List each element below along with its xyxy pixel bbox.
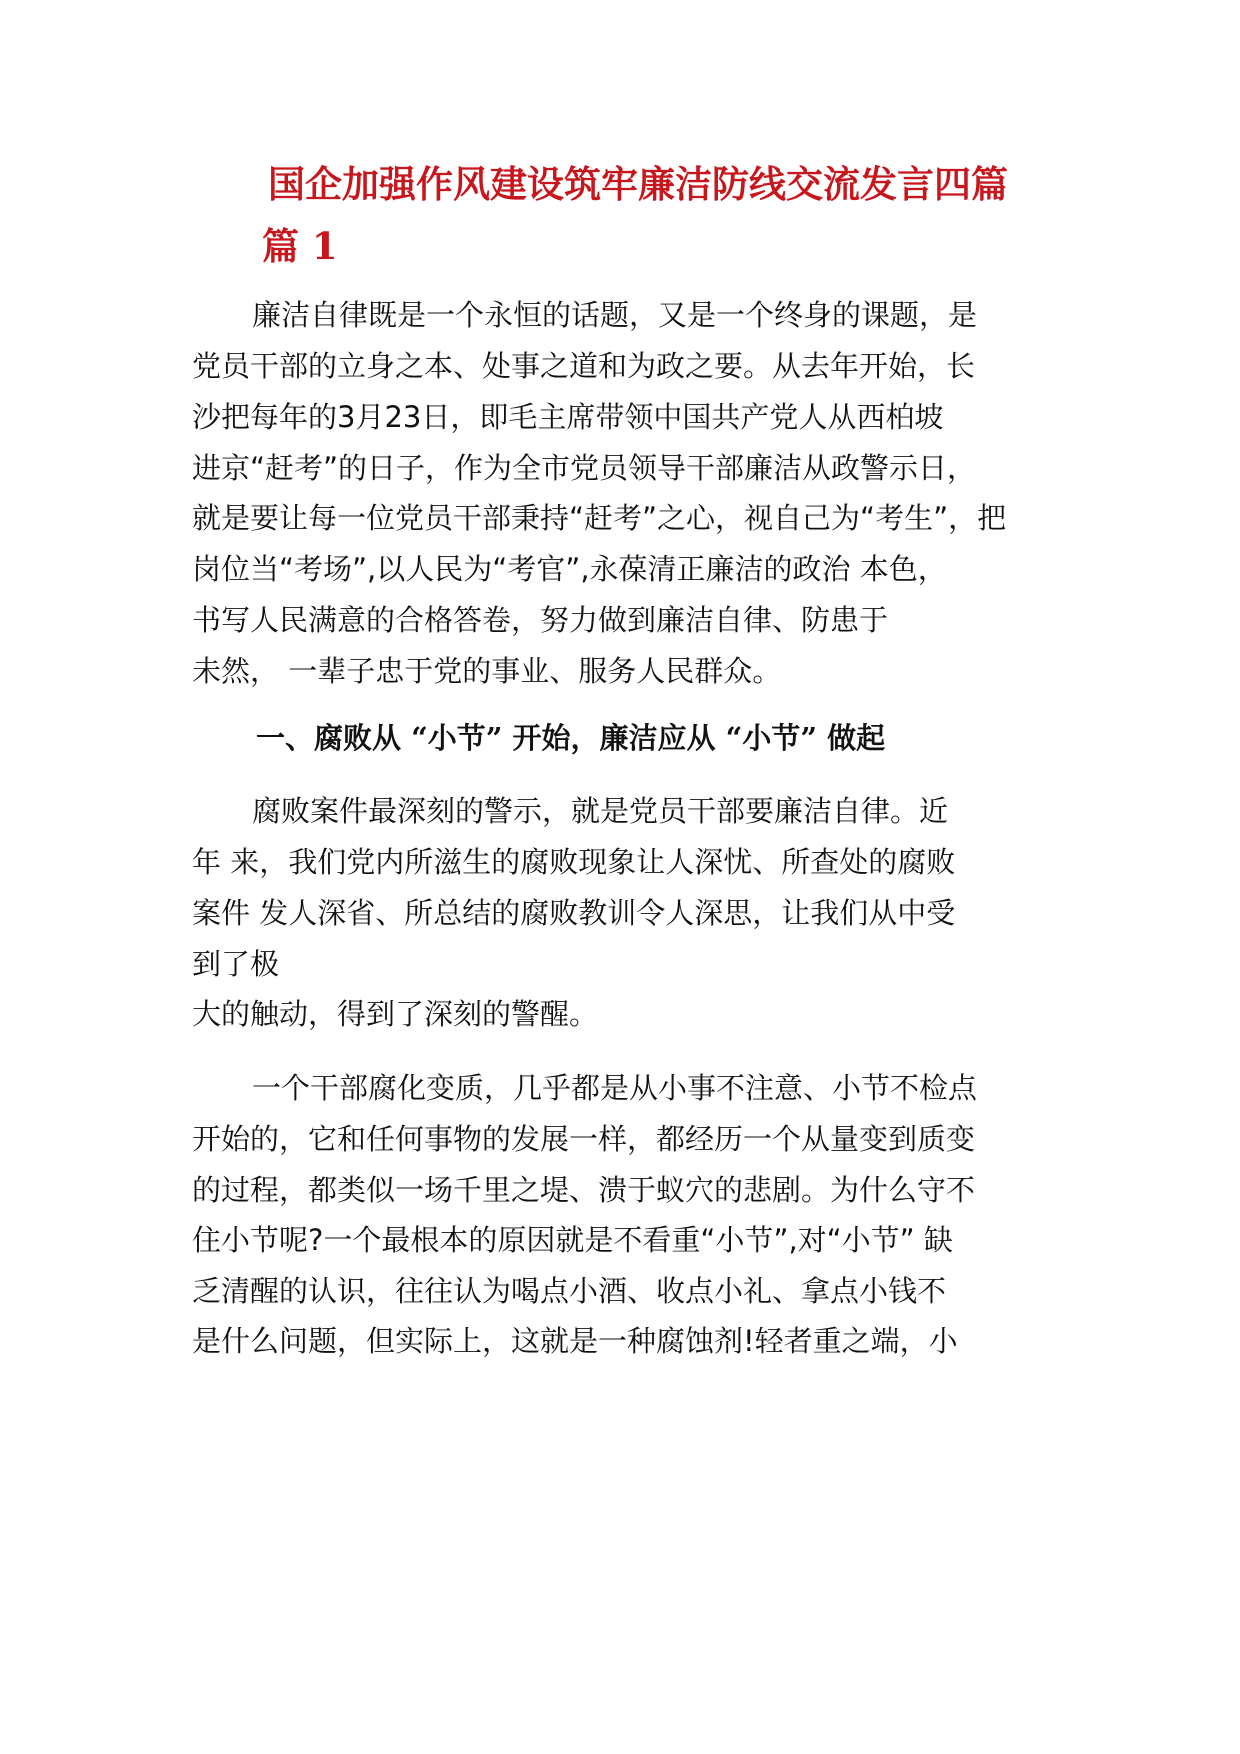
intro-line-5: 就是要让每一位党员干部秉持“赶考”之心，视自己为“考生”，把 (192, 501, 1007, 535)
para2-line-4: 到了极 (192, 947, 280, 981)
intro-line-6: 岗位当“考场”,以人民为“考官”,永葆清正廉洁的政治 本色， (192, 552, 947, 586)
para3-line-1: 一个干部腐化变质，几乎都是从小事不注意、小节不检点 (252, 1071, 978, 1105)
para3-line-5: 乏清醒的认识，往往认为喝点小酒、收点小礼、拿点小钱不 (192, 1274, 947, 1308)
para2-line-1: 腐败案件最深刻的警示，就是党员干部要廉洁自律。近 (252, 794, 949, 828)
intro-line-4: 进京“赶考”的日子，作为全市党员领导干部廉洁从政警示日， (192, 451, 977, 485)
para3-line-2: 开始的，它和任何事物的发展一样，都经历一个从量变到质变 (192, 1122, 976, 1156)
intro-line-3: 沙把每年的3月23日，即毛主席带领中国共产党人从西柏坡 (192, 400, 944, 434)
intro-line-8: 未然， 一辈子忠于党的事业、服务人民群众。 (192, 654, 782, 688)
para3-line-6: 是什么问题，但实际上，这就是一种腐蚀剂!轻者重之端，小 (192, 1324, 958, 1358)
intro-line-2: 党员干部的立身之本、处事之道和为政之要。从去年开始，长 (192, 349, 976, 383)
para3-line-3: 的过程，都类似一场千里之堤、溃于蚁穴的悲剧。为什么守不 (192, 1173, 976, 1207)
section-heading: 一、腐败从 “小节” 开始，廉洁应从 “小节” 做起 (256, 721, 886, 755)
section-number: 篇 1 (262, 224, 338, 268)
para3-line-4: 住小节呢?一个最根本的原因就是不看重“小节”,对“小节” 缺 (192, 1223, 953, 1257)
document-title: 国企加强作风建设筑牢廉洁防线交流发言四篇 (268, 162, 1008, 206)
para2-line-2: 年 来，我们党内所滋生的腐败现象让人深忧、所查处的腐败 (192, 845, 956, 879)
intro-line-7: 书写人民满意的合格答卷，努力做到廉洁自律、防患于 (192, 603, 889, 637)
intro-line-1: 廉洁自律既是一个永恒的话题，又是一个终身的课题，是 (252, 298, 978, 332)
para2-line-5: 大的触动，得到了深刻的警醒。 (192, 997, 599, 1031)
para2-line-3: 案件 发人深省、所总结的腐败教训令人深思，让我们从中受 (192, 896, 956, 930)
